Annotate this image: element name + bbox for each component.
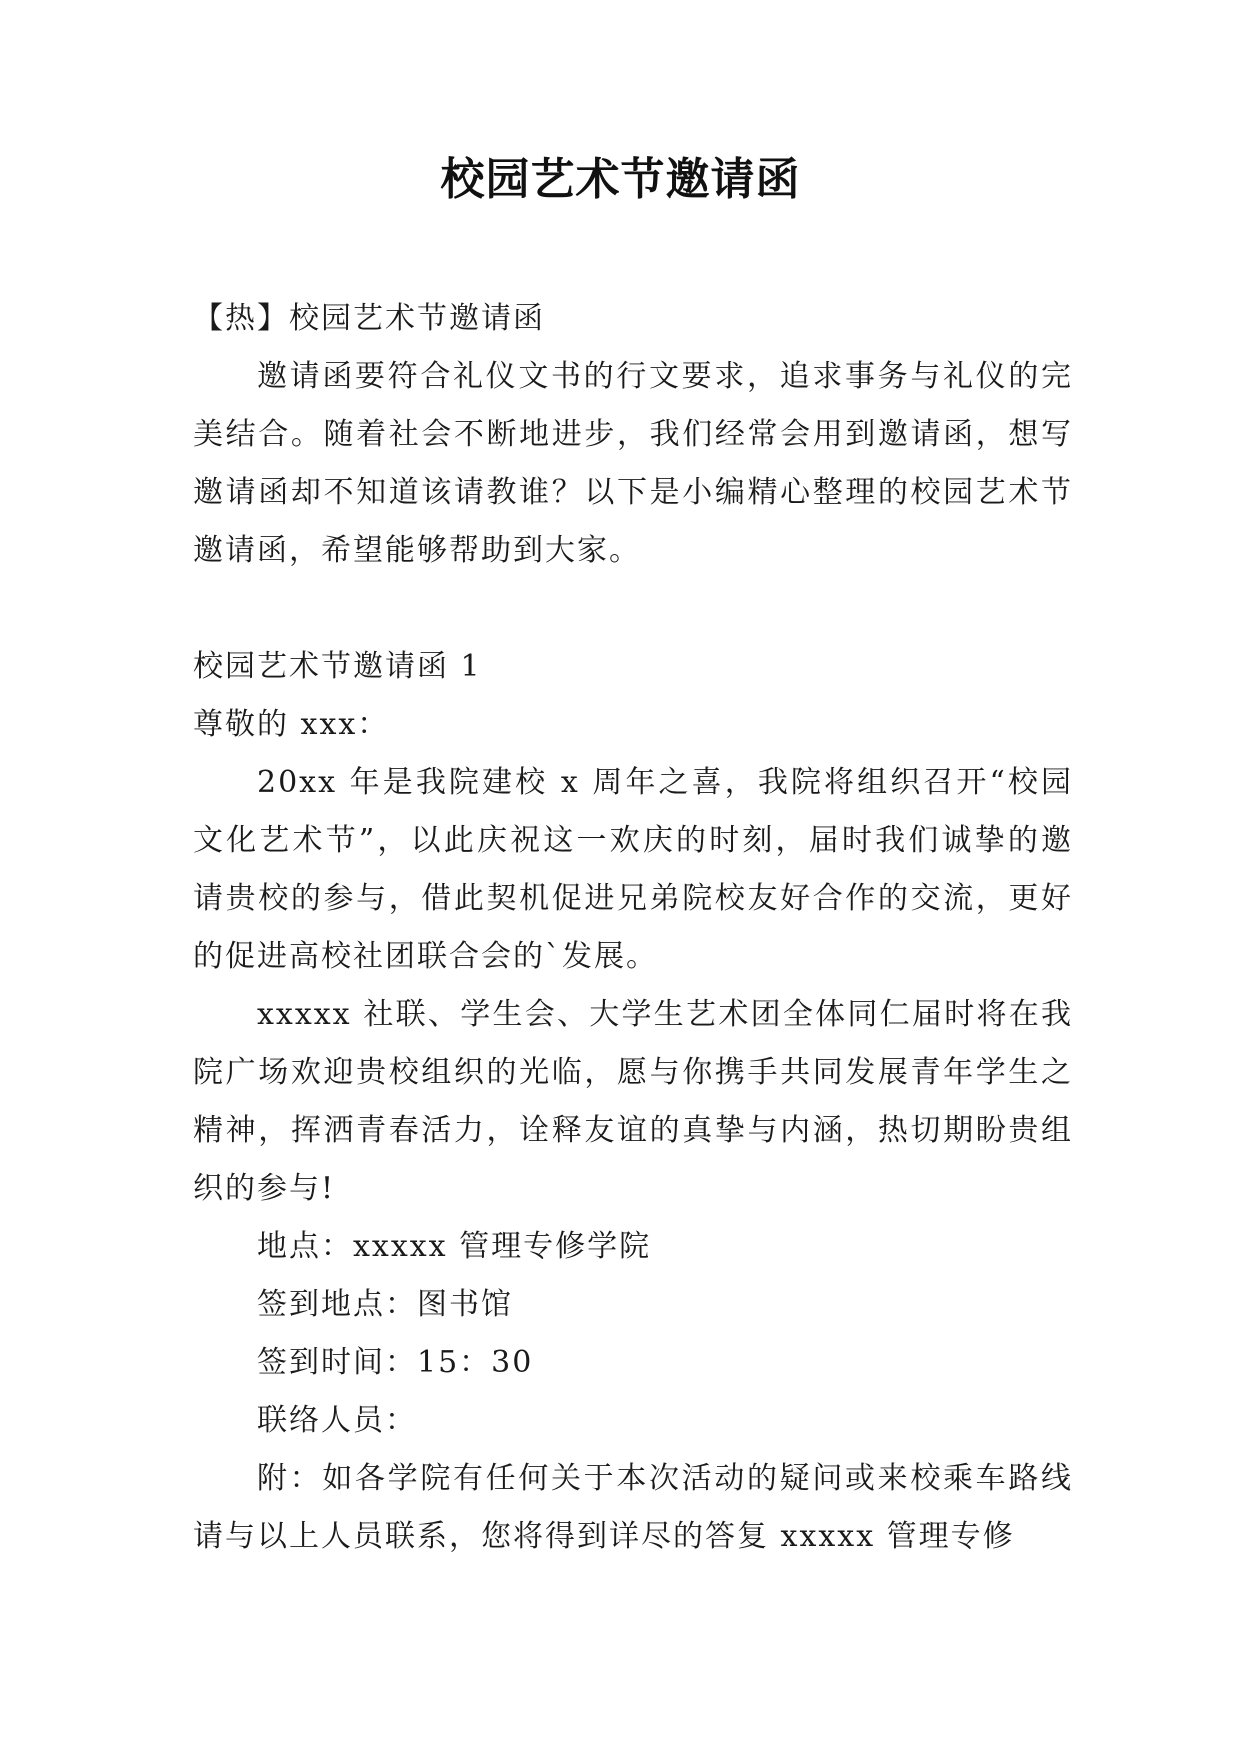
- document-body: [193, 290, 1073, 1566]
- heading: 【热】校园艺术节邀请函: [193, 301, 545, 336]
- checkin-time-line: 签到时间：15：30: [257, 1345, 534, 1380]
- section-title: 校园艺术节邀请函 1: [193, 649, 482, 684]
- paragraph-1: 20xx 年是我院建校 x 周年之喜，我院将组织召开“校园文化艺术节”，以此庆祝这一欢庆的时刻，届时我们诚挚的邀请贵校的参与，借此契机促进兄弟院校友好合作的交流，更好的促进高校社团联合会的`发展。: [193, 765, 1073, 974]
- checkin-location-line: 签到地点：图书馆: [257, 1287, 513, 1322]
- paragraph-2: xxxxx 社联、学生会、大学生艺术团全体同仁届时将在我院广场欢迎贵校组织的光临，愿与你携手共同发展青年学生之精神，挥洒青春活力，诠释友谊的真挚与内涵，热切期盼贵组织的参与!: [193, 997, 1073, 1206]
- salutation: 尊敬的 xxx：: [193, 707, 390, 742]
- intro-paragraph: 邀请函要符合礼仪文书的行文要求，追求事务与礼仪的完美结合。随着社会不断地进步，我们经常会用到邀请函，想写邀请函却不知道该请教谁？以下是小编精心整理的校园艺术节邀请函，希望能够帮助到大家。: [193, 359, 1073, 568]
- contact-line: 联络人员：: [257, 1403, 417, 1438]
- document-title: 校园艺术节邀请函: [440, 154, 801, 205]
- note-paragraph: 附：如各学院有任何关于本次活动的疑问或来校乘车路线请与以上人员联系，您将得到详尽的答复 xxxxx 管理专修: [193, 1461, 1073, 1554]
- location-line: 地点：xxxxx 管理专修学院: [257, 1229, 652, 1264]
